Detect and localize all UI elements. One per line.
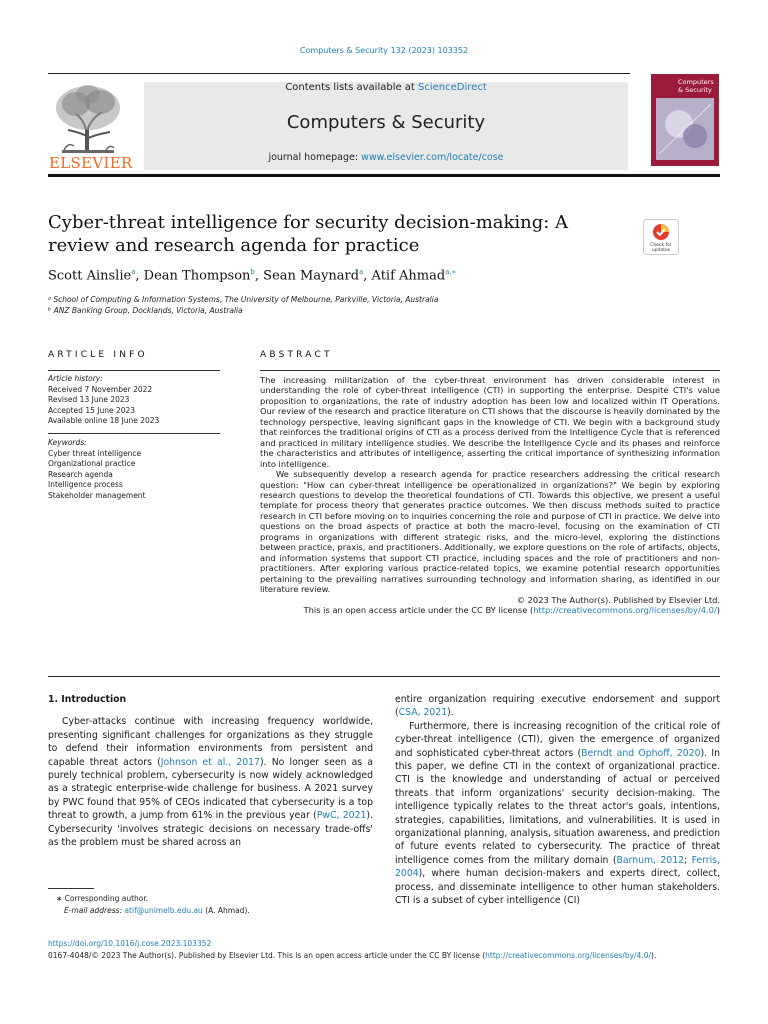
crossmark-text-line2: updates xyxy=(651,248,671,253)
author-name[interactable]: Dean Thompson xyxy=(143,268,251,284)
reference-link[interactable]: Johnson et al., 2017 xyxy=(160,756,260,768)
issn-suffix: ). xyxy=(651,951,657,960)
license-prefix: This is an open access article under the CC BY license ( xyxy=(303,604,534,615)
body-text: Furthermore, there is increasing recognition of the critical role of cyber-threat intelligence (CTI), given the emergence of organized and sophisticated cyber-threat actors ( xyxy=(395,720,720,759)
journal-name: Computers & Security xyxy=(286,112,486,133)
body-text: ; xyxy=(684,854,692,866)
license-suffix: ) xyxy=(716,604,720,615)
body-text: ). Cybersecurity 'involves strategic decisions on necessary trade-offs' as the problem must be shared across an xyxy=(48,810,373,849)
body-text: ). No longer seen as a purely technical problem, cybersecurity is now widely acknowledged as a strategic enterprise-wide challenge for business. A 2021 survey by PWC found that 95% of CEOs indicated that cybersecurity is a top threat to growth, a jump from 61% in the previous year ( xyxy=(48,756,373,822)
corresponding-author-note: ∗ Corresponding author. xyxy=(56,894,149,903)
history-label: Article history: xyxy=(48,374,103,383)
body-paragraph xyxy=(395,720,720,908)
section-divider xyxy=(48,676,720,677)
author-name[interactable]: Sean Maynard xyxy=(263,268,360,284)
masthead-top-rule xyxy=(48,73,630,74)
section-heading-introduction: 1. Introduction xyxy=(48,694,127,705)
body-text: entire organization requiring executive endorsement and support ( xyxy=(395,694,720,719)
abstract-paragraph: We subsequently develop a research agenda for practice researchers addressing the critical research question: "How can cyber-threat intelligence be operationalized in organizations?" We begin by exploring research questions to develop the theoretical foundations of CTI. Towards this objective, we present a useful template for process theory that generates practice outcomes. We then discuss methods suited to practice research in CTI before moving on to inquiries concerning the role and purpose of CTI in practice. We delve into questions on the broad aspects of practice at both the macro-level, focusing on the examination of CTI programs in organizations with different strategic risks, and the micro-level, exploring the distinctions between practice, praxis, and practitioners. Additionally, we explore questions on the role of artifacts, objects, and information systems that support CTI practice, including spaces and the role of practitioners and non-practitioners. After exploring various practice-related topics, we examine potential research opportunities pertaining to the prevailing narratives surrounding technology and information sharing, as identified in our literature review. xyxy=(260,469,720,595)
reference-link[interactable]: Berndt and Ophoff, 2020 xyxy=(581,747,701,759)
body-text: ), where human decision-makers and experts direct, collect, process, and disseminate intelligence to other human stakeholders. CTI is a subset of cyber intelligence (CI) xyxy=(395,868,720,907)
history-item: Revised 13 June 2023 xyxy=(48,395,130,405)
body-column-left xyxy=(48,693,373,849)
body-paragraph xyxy=(395,693,720,720)
article-info-heading: ARTICLE INFO xyxy=(48,350,148,360)
homepage-line xyxy=(144,152,628,163)
history-item: Received 7 November 2022 xyxy=(48,384,153,394)
email-label: E-mail address: xyxy=(64,906,125,915)
author-email-link[interactable]: atif@unimelb.edu.au xyxy=(124,906,203,915)
journal-citation[interactable]: Computers & Security 132 (2023) 103352 xyxy=(299,46,469,55)
reference-link[interactable]: Barnum, 2012 xyxy=(616,854,685,866)
abstract-heading: ABSTRACT xyxy=(260,350,333,360)
affiliation-b: ᵇ ANZ Banking Group, Docklands, Victoria, Australia xyxy=(48,306,243,315)
keywords xyxy=(48,438,220,502)
issn-line xyxy=(48,951,656,960)
issn-prefix: 0167-4048/© 2023 The Author(s). Published by Elsevier Ltd. This is an open access article under the CC BY license ( xyxy=(48,951,486,960)
body-text: Cyber-attacks continue with increasing frequency worldwide, presenting significant challenges for organizations as they struggle to defend their information environments from persistent and capable threat actors ( xyxy=(48,716,373,768)
abstract-license xyxy=(260,605,720,615)
history-item: Accepted 15 June 2023 xyxy=(48,405,136,415)
contents-line xyxy=(144,82,628,93)
keywords-label: Keywords: xyxy=(48,438,87,447)
abstract-copyright: © 2023 The Author(s). Published by Elsevier Ltd. xyxy=(516,594,720,605)
check-for-updates-icon[interactable] xyxy=(643,219,679,255)
footnote-rule xyxy=(48,888,94,889)
journal-homepage-link[interactable]: www.elsevier.com/locate/cose xyxy=(361,152,504,163)
author-name[interactable]: Atif Ahmad xyxy=(371,268,446,284)
author-affil-marker[interactable]: a xyxy=(359,268,364,276)
body-paragraph xyxy=(48,715,373,849)
keyword-item: Intelligence process xyxy=(48,480,123,490)
keyword-item: Cyber threat intelligence xyxy=(48,448,142,458)
body-text: ). In this paper, we define CTI in the context of organizational practice. CTI is the knowledge and understanding of actual or perceived threats that inform organizations' security decision-making. The intelligence typically relates to the threat actor's goals, intentions, strategies, capabilities, limitations, and vulnerabilities. It is used in organizational planning, analysis, situation awareness, and prediction of future events related to cybersecurity. The practice of threat intelligence comes from the military domain ( xyxy=(395,747,720,866)
homepage-prefix: journal homepage: xyxy=(268,152,362,163)
abstract-rule xyxy=(260,370,720,371)
author-name[interactable]: Scott Ainslie xyxy=(48,268,132,284)
author-affil-marker[interactable]: a,∗ xyxy=(445,268,457,276)
abstract-paragraph: The increasing militarization of the cyber-threat environment has driven considerable interest in understanding the role of cyber-threat intelligence (CTI) in supporting the enterprise. Despite CTI's value proposition to organizations, the rate of industry adoption has been low and localized within IT Operations. Our review of the research and practice literature on CTI shows that the discourse is heavily dominated by the technology perspective, leaving significant gaps in the knowledge of CTI. We begin with a background study that reinforces the traditional origins of CTI as a process derived from the Intelligence Cycle that is referenced and practiced in military intelligence studies. We describe the Intelligence Cycle and its phases and reinforce the characteristics and attributes of intelligence, asserting the critical importance of synthesizing information into intelligence. xyxy=(260,375,720,469)
article-title: Cyber-threat intelligence for security decision-making: A review and research agenda for practice xyxy=(48,212,569,256)
journal-cover-thumbnail[interactable] xyxy=(651,74,719,166)
article-info-divider xyxy=(48,433,220,434)
keyword-item: Research agenda xyxy=(48,469,113,479)
author-affil-marker[interactable]: b xyxy=(250,268,255,276)
cc-license-link[interactable]: http://creativecommons.org/licenses/by/4.0/ xyxy=(533,604,717,615)
masthead-bottom-rule xyxy=(48,174,720,177)
keyword-item: Stakeholder management xyxy=(48,490,146,500)
keyword-item: Organizational practice xyxy=(48,459,136,469)
author-affil-marker[interactable]: a xyxy=(131,268,136,276)
cover-title-line2: & Security xyxy=(678,86,712,94)
contents-prefix: Contents lists available at xyxy=(285,82,419,93)
body-column-right xyxy=(395,693,720,908)
history-item: Available online 18 June 2023 xyxy=(48,416,160,426)
article-history xyxy=(48,374,220,427)
affiliation-a: ᵃ School of Computing & Information Systems, The University of Melbourne, Parkville, Victoria, Australia xyxy=(48,295,439,304)
reference-link[interactable]: PwC, 2021 xyxy=(316,810,367,822)
sciencedirect-link[interactable]: ScienceDirect xyxy=(418,82,487,93)
body-text: ). xyxy=(447,707,454,719)
email-note xyxy=(64,906,250,915)
elsevier-wordmark: ELSEVIER xyxy=(49,154,133,172)
doi-line xyxy=(48,939,211,948)
cover-title-line1: Computers xyxy=(678,78,714,86)
author-list: Scott Ainslie$^a$, Dean Thompson$^b$, Sean Maynard$^a$, Atif Ahmad$^{a,∗}$ xyxy=(48,268,457,284)
article-info-rule xyxy=(48,370,220,371)
reference-link[interactable]: Ferris, 2004 xyxy=(395,854,720,880)
doi-link[interactable]: https://doi.org/10.1016/j.cose.2023.103352 xyxy=(48,939,212,948)
crossmark-text-line1: Check for xyxy=(650,243,672,248)
reference-link[interactable]: CSA, 2021 xyxy=(398,707,448,719)
abstract-body xyxy=(260,375,720,615)
email-suffix: (A. Ahmad). xyxy=(202,906,250,915)
footer-license-link[interactable]: http://creativecommons.org/licenses/by/4.0/ xyxy=(485,951,652,960)
